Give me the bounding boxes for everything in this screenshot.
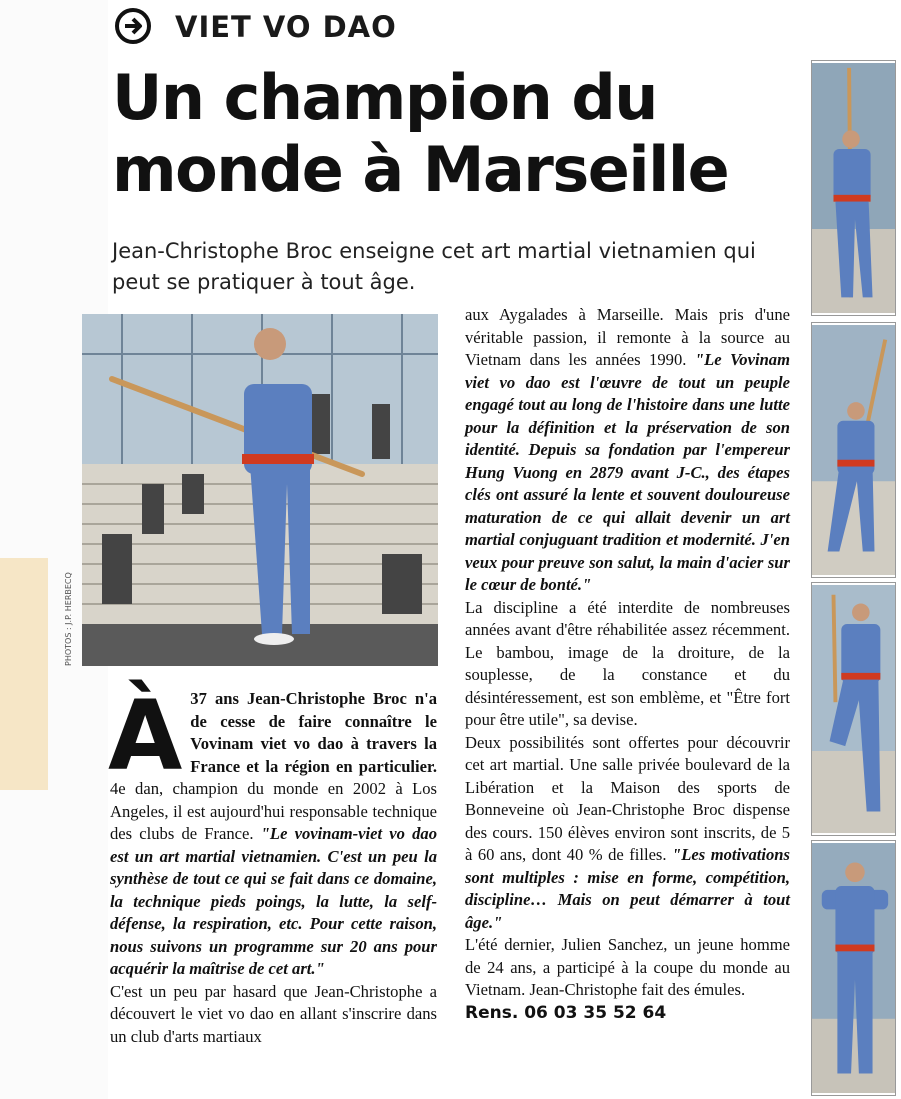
paragraph-intro: 37 ans Jean-Christophe Broc n'a de cesse de faire connaître le Vovinam viet vo dao à travers la France et la région en particulier. [190,689,437,776]
photo-credit: PHOTOS : J.P. HERBECQ [64,572,73,666]
article-right-column [465,304,790,1024]
article-title: Un champion du monde à Marseille [112,61,729,206]
quote-definition: "Le vovinam-viet vo dao est un art martial vietnamien. C'est un peu la synthèse de tout ce qui se fait dans ce domaine, la technique pieds poings, la lutte, la self-défense, la respiration, etc. Pour cette raison, nous suivons un programme sur 20 ans pour acquérir la maîtrise de cet art." [110,824,437,978]
article-subtitle: Jean-Christophe Broc enseigne cet art martial vietnamien qui peut se pratiquer à tout âge. [112,239,756,294]
contact-phone: Rens. 06 03 35 52 64 [465,1002,667,1023]
paragraph-passion: aux Aygalades à Marseille. Mais pris d'une véritable passion, il remonte à la source au Vietnam dans les années 1990. [465,305,790,369]
side-photo-3 [811,582,896,836]
scan-edge-strip [0,558,48,790]
arrow-right-circle-icon [113,6,153,46]
side-photo-4 [811,840,896,1096]
side-photo-2 [811,322,896,578]
article-left-column [108,680,437,1048]
side-photo-1 [811,60,896,316]
quote-history: "Le Vovinam viet vo dao est l'œuvre de tout un peuple engagé tout au long de l'histoire dans une lutte pour la définition et la préservation de son identité. Depuis sa fondation par l'empereur Hung Vuong en 2879 avant J-C., des étapes clés ont assuré la lente et souvent douloureuse maturation de ce qui allait devenir un art martial conjuguant tradition et modernité. J'en veux pour preuve son salut, la main d'acier sur le cœur de bonté." [465,350,791,594]
paragraph-worldcup: L'été dernier, Julien Sanchez, un jeune homme de 24 ans, a participé à la coupe du monde au Vietnam. Jean-Christophe fait des émules. [465,935,790,999]
drop-cap: À [108,680,183,792]
paragraph-classes: Deux possibilités sont offertes pour découvrir cet art martial. Une salle privée boulevard de la Libération et la Maison des sports de Bonneveine où Jean-Christophe Broc dispense des cours. 150 élèves environ sont inscrits, de 5 à 60 ans, dont 40 % de filles. [465,732,790,864]
main-photo [82,314,438,666]
paragraph-emblem: La discipline a été interdite de nombreuses années avant d'être réhabilitée assez récemment. Le bambou, image de la droiture, de la souplesse, de la constance et du désintéressement, est son emblème, et "Être fort pour être utile", sa devise. [465,597,790,729]
section-label: VIET VO DAO [175,10,397,44]
paragraph-discovery: C'est un peu par hasard que Jean-Christophe a découvert le viet vo dao en allant s'inscrire dans un club d'arts martiaux [110,981,437,1046]
paragraph-biography: 4e dan, champion du monde en 2002 à Los Angeles, il est aujourd'hui responsable technique des clubs de France. [110,779,437,843]
quote-motivations: "Les motivations sont multiples : mise en forme, compétition, discipline… Mais on peut démarrer à tout âge." [465,845,790,932]
